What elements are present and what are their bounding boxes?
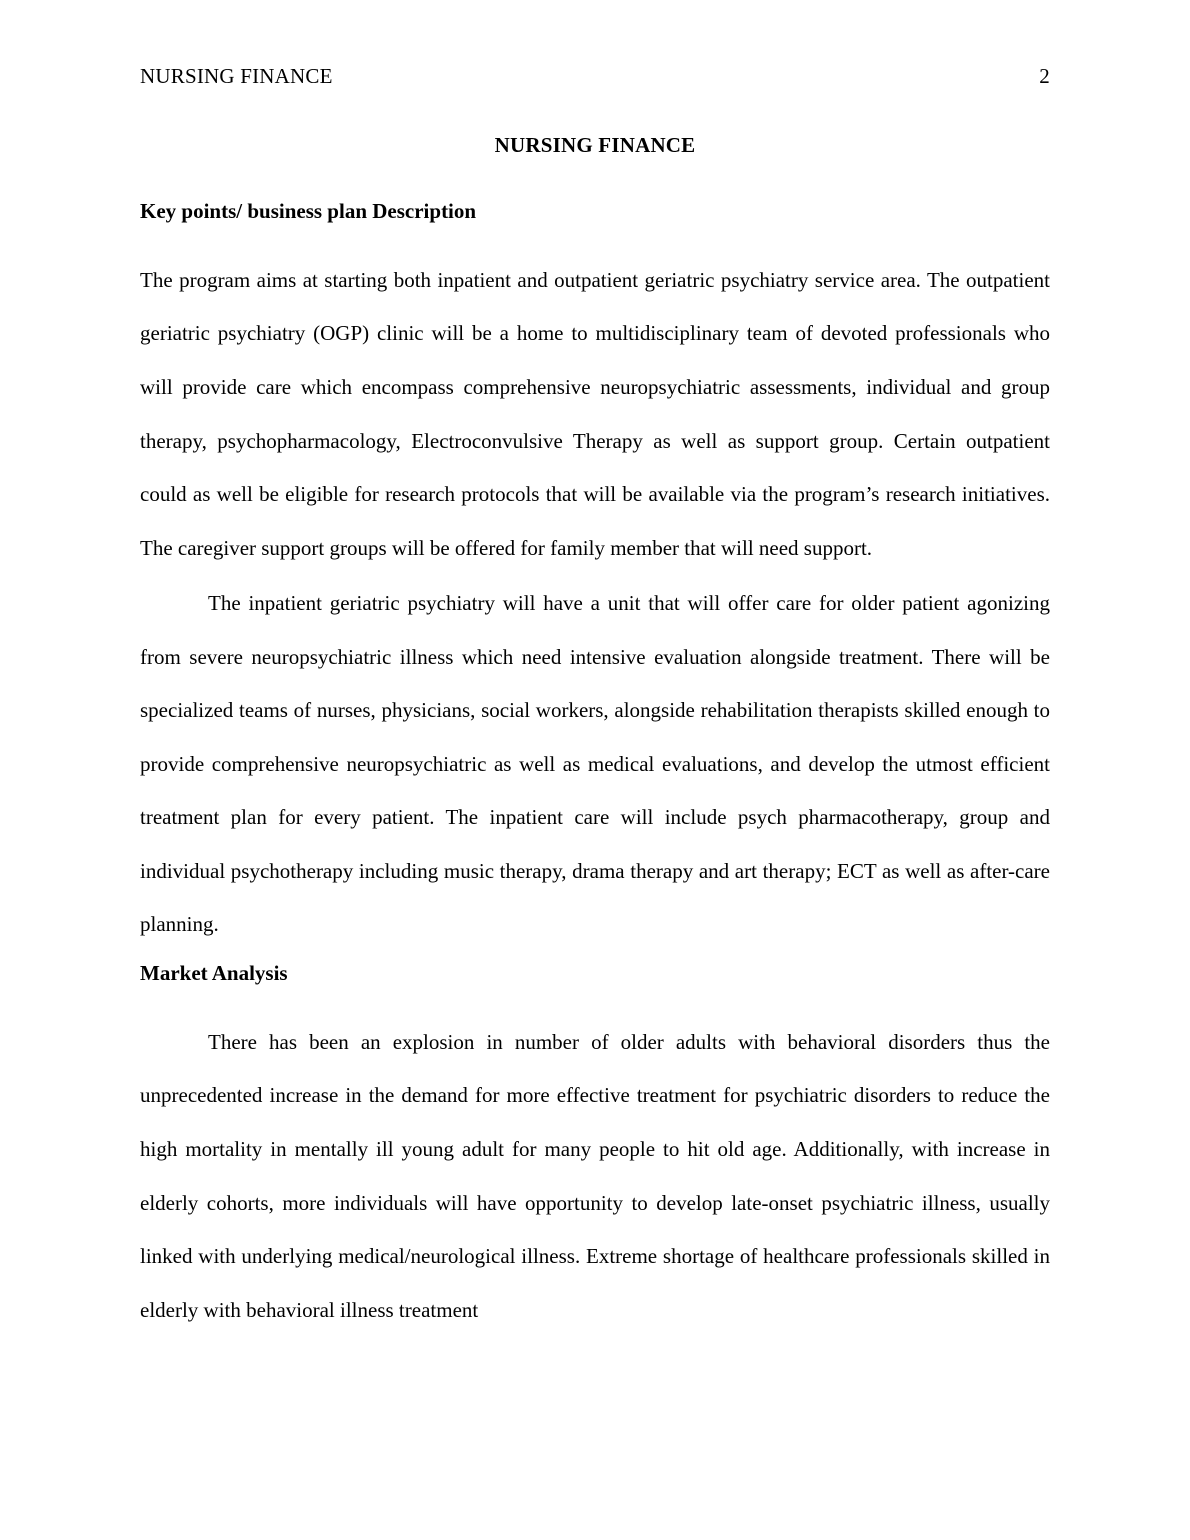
section-heading-market-analysis: Market Analysis — [140, 961, 288, 985]
paragraph-program-overview: The program aims at starting both inpatient and outpatient geriatric psychiatry service area. The outpatient geriatric psychiatry (OGP) clinic will be a home to multidisciplinary team of devoted professionals who will provide care which encompass comprehensive neuropsychiatric assessments, individual and group therapy, psychopharmacology, Electroconvulsive Therapy as well as support group. Certain outpatient could as well be eligible for research protocols that will be available via the program’s research initiatives. The caregiver support groups will be offered for family member that will need support. — [140, 267, 1050, 560]
section-heading-key-points: Key points/ business plan Description — [140, 199, 477, 223]
paragraph-inpatient-geriatric: The inpatient geriatric psychiatry will have a unit that will offer care for older patient agonizing from severe neuropsychiatric illness which need intensive evaluation alongside treatment. There will be specialized teams of nurses, physicians, social workers, alongside rehabilitation therapists skilled enough to provide comprehensive neuropsychiatric as well as medical evaluations, and develop the utmost efficient treatment plan for every patient. The inpatient care will include psych pharmacotherapy, group and individual psychotherapy including music therapy, drama therapy and art therapy; ECT as well as after-care planning. — [140, 591, 1050, 937]
running-head — [140, 64, 1050, 89]
paragraph-market-analysis: There has been an explosion in number of older adults with behavioral disorders thus the unprecedented increase in the demand for more effective treatment for psychiatric disorders to reduce the high mortality in mentally ill young adult for many people to hit old age. Additionally, with increase in elderly cohorts, more individuals will have opportunity to develop late-onset psychiatric illness, usually linked with underlying medical/neurological illness. Extreme shortage of healthcare professionals skilled in elderly with behavioral illness treatment — [140, 1029, 1050, 1322]
running-head-title: NURSING FINANCE — [140, 64, 333, 88]
page-number: 2 — [1039, 64, 1050, 88]
page-title: NURSING FINANCE — [494, 133, 696, 157]
